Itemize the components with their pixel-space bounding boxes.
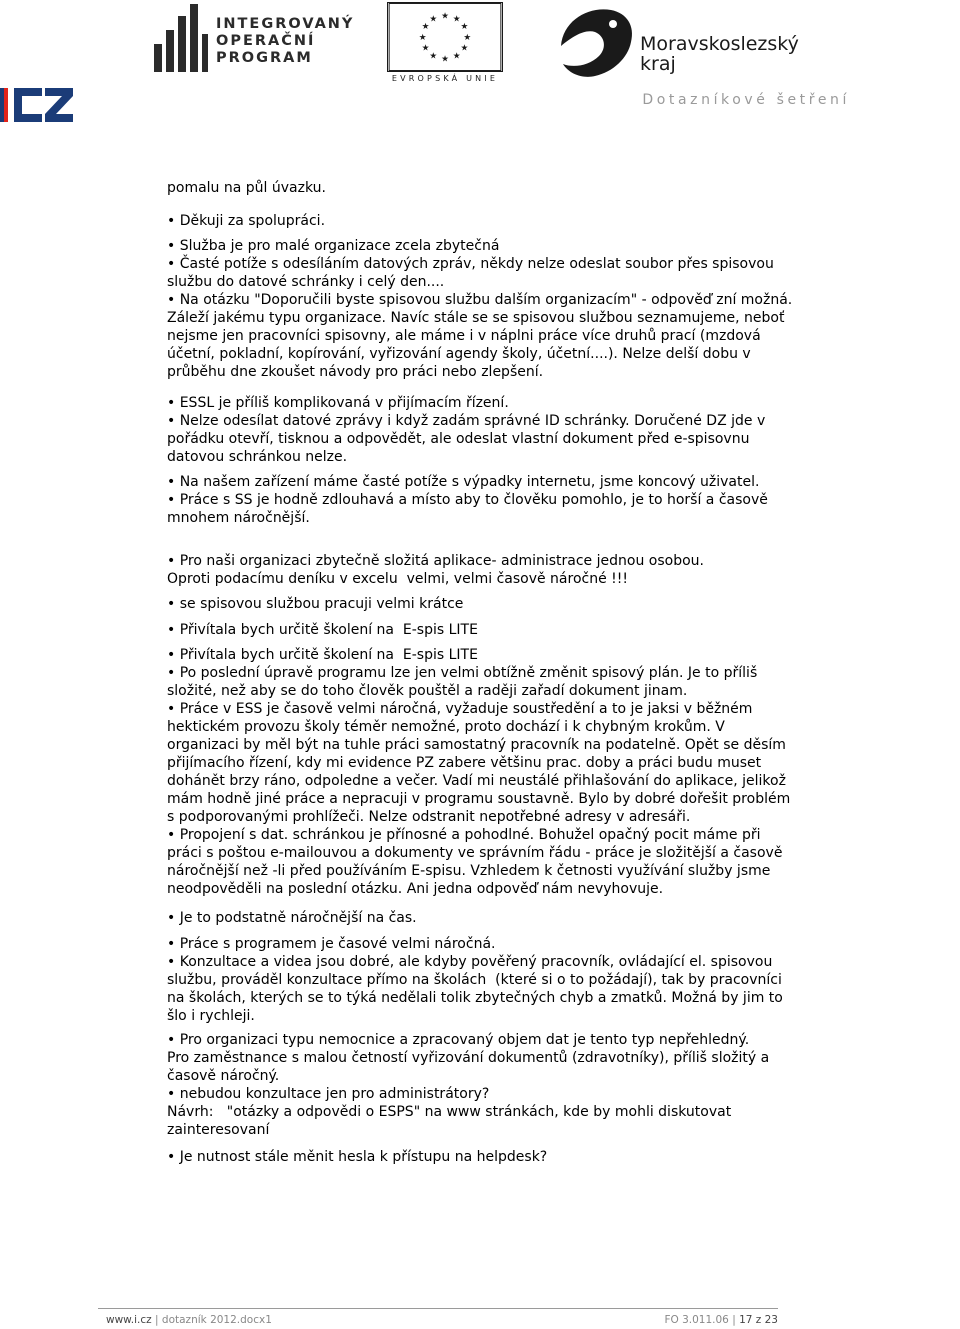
footer-url[interactable]: www.i.cz	[106, 1314, 152, 1326]
svg-text:★: ★	[441, 11, 449, 22]
svg-text:★: ★	[452, 14, 461, 25]
eu-flag-icon	[387, 2, 503, 72]
paragraph-13: • Je nutnost stále měnit hesla k přístupu na helpdesk?	[167, 1149, 548, 1165]
msk-logo-line-1: Moravskoslezský	[640, 33, 799, 55]
msk-logo	[555, 2, 799, 82]
page-footer	[98, 1308, 778, 1329]
page-header	[0, 0, 960, 130]
svg-text:★: ★	[452, 51, 461, 62]
svg-text:★: ★	[460, 22, 469, 33]
footer-separator-2: |	[732, 1314, 736, 1326]
footer-document-code: FO 3.011.06	[664, 1314, 729, 1326]
paragraph-2: • Děkuji za spolupráci.	[167, 213, 326, 229]
icz-logo-text: ICZ	[0, 86, 2, 87]
iop-logo-text	[216, 16, 354, 67]
svg-text:★: ★	[429, 51, 438, 62]
paragraph-7: • se spisovou službou pracuji velmi krátce	[167, 596, 464, 612]
footer-right	[664, 1314, 778, 1326]
paragraph-11: • Práce s programem je časové velmi náročná. • Konzultace a videa jsou dobré, ale kdyby pověřený pracovník, ovládající el. spisovou službu, prováděl konzultace přímo na školách (které si o to požádají), tak by pracovníci na školách, kterých se to týká nedělali tolik zbytečných chyb a zmatků. Možná by jim to šlo i rychleji.	[167, 936, 783, 1024]
svg-text:★: ★	[421, 43, 430, 54]
svg-text:★: ★	[460, 43, 469, 54]
footer-separator: |	[155, 1314, 159, 1326]
paragraph-3: • Služba je pro malé organizace zcela zbytečná • Časté potíže s odesíláním datových zpráv, někdy nelze odeslat soubor přes spisovou službu do datové schránky i celý den.... • Na otázku "Doporučili byste spisovou službu dalším organizacím" - odpověď zní možná. Záleží jakému typu organizace. Navíc stále se se spisovou službou seznamujeme, neboť nejsme jen pracovníci spisovny, ale máme i v náplni práce více druhů prací (mzdová účetní, pokladní, kopírování, vyřizování agendy školy, účetní....). Nelze delší dobu v průběhu dne zkoušet návody pro práci nebo zlepšení.	[167, 238, 793, 380]
paragraph-4: • ESSL je příliš komplikovaná v přijímacím řízení. • Nelze odesílat datové zprávy i když zadám správné ID schránky. Doručené DZ jde v pořádku otevří, tisknou a odpovědět, ale odeslat vlastní dokument před e-spisovnu datovou schránkou nelze.	[167, 395, 766, 465]
paragraph-8: • Přivítala bych určitě školení na E-spis LITE	[167, 622, 478, 638]
iop-logo-line-1: INTEGROVANÝ	[216, 16, 355, 32]
iop-bars-icon	[152, 4, 208, 72]
svg-text:★: ★	[421, 22, 430, 33]
svg-text:★: ★	[429, 14, 438, 25]
paragraph-12: • Pro organizaci typu nemocnice a zpracovaný objem dat je tento typ nepřehledný. Pro zaměstnance s malou četností vyřizování dokumentů (zdravotníky), příliš složitý a časově náročný. • nebudou konzultace jen pro administrátory? Návrh: "otázky a odpovědi o ESPS" na www stránkách, kde by mohli diskutovat zainteresovaní	[167, 1032, 770, 1138]
iop-logo	[152, 2, 355, 74]
icz-logo	[0, 86, 75, 124]
svg-text:★: ★	[441, 54, 449, 65]
msk-logo-text	[640, 34, 799, 74]
paragraph-10: • Je to podstatně náročnější na čas.	[167, 910, 417, 926]
footer-page-number: 17 z 23	[739, 1314, 778, 1326]
paragraph-1: pomalu na půl úvazku.	[167, 180, 326, 196]
survey-title: Dotazníkové šetření	[642, 92, 850, 108]
iop-logo-line-2: OPERAČNÍ	[216, 33, 316, 49]
svg-text:★: ★	[418, 32, 427, 43]
footer-left	[106, 1314, 272, 1326]
paragraph-6: • Pro naši organizaci zbytečně složitá aplikace- administrace jednou osobou. Oproti podacímu deníku v excelu velmi, velmi časově náročné !!!	[167, 553, 704, 587]
msk-emblem-icon	[555, 2, 635, 82]
iop-logo-line-3: PROGRAM	[216, 50, 313, 66]
paragraph-5: • Na našem zařízení máme časté potíže s výpadky internetu, jsme koncový uživatel. • Práce s SS je hodně zdlouhavá a místo aby to člověku pomohlo, je to horší a časově mnohem náročnější.	[167, 474, 768, 526]
eu-logo-text: EVROPSKÁ UNIE	[391, 74, 499, 83]
msk-logo-line-2: kraj	[640, 53, 676, 75]
svg-text:★: ★	[463, 32, 472, 43]
paragraph-9: • Přivítala bych určitě školení na E-spis LITE • Po poslední úpravě programu lze jen velmi obtížně změnit spisový plán. Je to příliš složité, než aby se do toho člověk pouštěl a raději zařadí dokument jinam. • Práce v ESS je časově velmi náročná, vyžaduje soustředění a to je jaksi v běžném hektickém provozu školy téměr nemožné, proto dochází i k chybným krokům. V organizaci by měl být na tuhle práci samostatný pracovník na podatelně. Opět se děsím přijímacího řízení, kdy mi evidence PZ zabere většinu prac. doby a práci budu muset dohánět brzy ráno, odpoledne a večer. Vadí mi neustálé přihlašování do aplikace, jelikož mám hodně jiné práce a nepracuji v programu soustavně. Bylo by dobré dořešit problém s podporovanými prohlížeči. Nelze odstranit nepotřebné adresy v adresáři. • Propojení s dat. schránkou je přínosné a pohodlné. Bohužel opačný pocit máme při práci s poštou e-mailouvou a dokumenty ve správním řádu - práce je složitější a časově náročnější než -li před používáním E-spisu. Vzhledem k četnosti využívání služby jsme neodpověděli na poslední otázku. Ani jedna odpověď nám nevyhovuje.	[167, 647, 791, 897]
eu-logo	[387, 2, 503, 84]
footer-filename: dotazník 2012.docx1	[161, 1314, 272, 1326]
